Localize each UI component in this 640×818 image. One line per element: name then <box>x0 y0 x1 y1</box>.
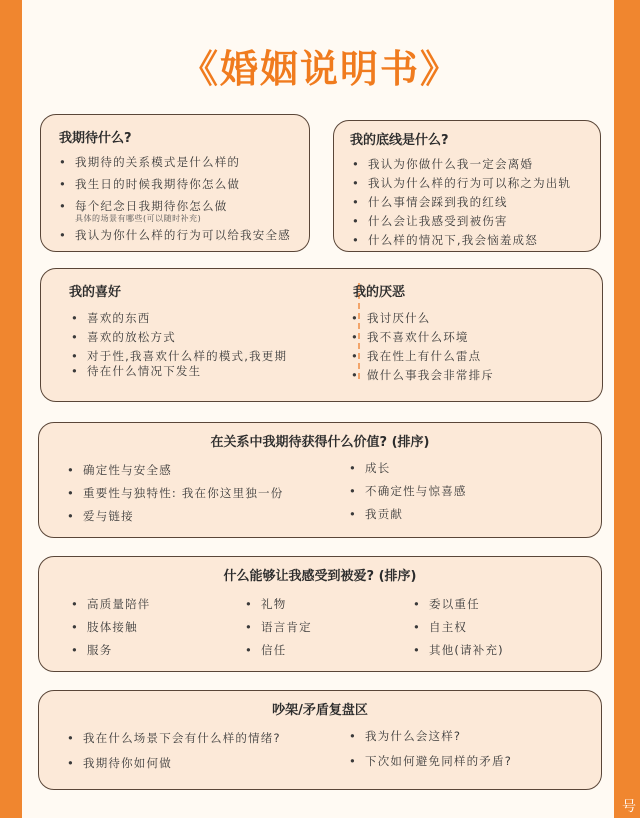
card-title-dislikes: 我的厌恶 <box>353 281 405 300</box>
list-item: • 服务 <box>71 643 151 658</box>
list-item: • 我讨厌什么 <box>351 311 494 326</box>
card-title-bottom-line: 我的底线是什么? <box>350 129 449 148</box>
list-item: • 我认为什么样的行为可以称之为出轨 <box>352 176 571 191</box>
list-item: • 我认为你做什么我一定会离婚 <box>352 157 571 172</box>
love-list-col2 <box>245 597 312 658</box>
list-item: • 成长 <box>349 461 467 476</box>
card-title-conflict: 吵架/矛盾复盘区 <box>272 699 368 718</box>
card-likes-dislikes <box>40 268 603 402</box>
list-item: • 我在性上有什么雷点 <box>351 349 494 364</box>
list-item: • 委以重任 <box>413 597 504 612</box>
love-list-col1 <box>71 597 151 658</box>
page-title: 《婚姻说明书》 <box>179 47 460 91</box>
list-item: • 不确定性与惊喜感 <box>349 484 467 499</box>
corner-watermark-text: 号 <box>622 799 636 815</box>
list-item: • 爱与链接 <box>67 509 283 524</box>
list-item: • 我贡献 <box>349 507 467 522</box>
list-item: • 肢体接触 <box>71 620 151 635</box>
list-item: • 下次如何避免同样的矛盾? <box>349 754 512 769</box>
conflict-list-right <box>349 729 512 769</box>
list-item: • 自主权 <box>413 620 504 635</box>
list-item: • 什么会让我感受到被伤害 <box>352 214 571 229</box>
bottom-line-list <box>352 157 571 248</box>
list-item: • 我期待的关系模式是什么样的 <box>59 155 291 170</box>
list-item: • 信任 <box>245 643 312 658</box>
values-list-right <box>349 461 467 522</box>
likes-list <box>71 311 287 379</box>
list-item: • 做什么事我会非常排斥 <box>351 368 494 383</box>
list-item: • 什么事情会踩到我的红线 <box>352 195 571 210</box>
list-item: • 喜欢的东西 <box>71 311 287 326</box>
list-item: • 我在什么场景下会有什么样的情绪? <box>67 731 281 746</box>
card-bottom-line <box>333 120 601 252</box>
list-item: • 我不喜欢什么环境 <box>351 330 494 345</box>
list-item: • 每个纪念日我期待你怎么做 具体的场景有哪些(可以随时补充) <box>59 199 291 224</box>
list-item: • 对于性,我喜欢什么样的模式,我更期 <box>71 349 287 364</box>
love-list-col3 <box>413 597 504 658</box>
list-item-continuation: • 待在什么情况下发生 <box>71 364 287 379</box>
list-item: • 喜欢的放松方式 <box>71 330 287 345</box>
card-title-likes: 我的喜好 <box>69 281 121 300</box>
list-item: • 语言肯定 <box>245 620 312 635</box>
list-item: • 我认为你什么样的行为可以给我安全感 <box>59 228 291 243</box>
card-conflict-review <box>38 690 602 790</box>
list-item: • 高质量陪伴 <box>71 597 151 612</box>
list-item: • 礼物 <box>245 597 312 612</box>
list-item: • 重要性与独特性: 我在你这里独一份 <box>67 486 283 501</box>
card-title-values: 在关系中我期待获得什么价值? (排序) <box>211 431 430 450</box>
card-title-love: 什么能够让我感受到被爱? (排序) <box>224 565 417 584</box>
expectations-list <box>59 155 291 243</box>
list-item: • 我生日的时候我期待你怎么做 <box>59 177 291 192</box>
list-item: • 确定性与安全感 <box>67 463 283 478</box>
card-title-expectations: 我期待什么? <box>59 127 132 146</box>
conflict-list-left <box>67 731 281 771</box>
list-item: • 我为什么会这样? <box>349 729 512 744</box>
list-item-note: 具体的场景有哪些(可以随时补充) <box>75 214 202 223</box>
card-expectations <box>40 114 310 252</box>
values-list-left <box>67 463 283 524</box>
card-values <box>38 422 602 538</box>
list-item: • 其他(请补充) <box>413 643 504 658</box>
dislikes-list <box>351 311 494 383</box>
list-item: • 什么样的情况下,我会恼羞成怒 <box>352 233 571 248</box>
list-item: • 我期待你如何做 <box>67 756 281 771</box>
card-love-language <box>38 556 602 672</box>
